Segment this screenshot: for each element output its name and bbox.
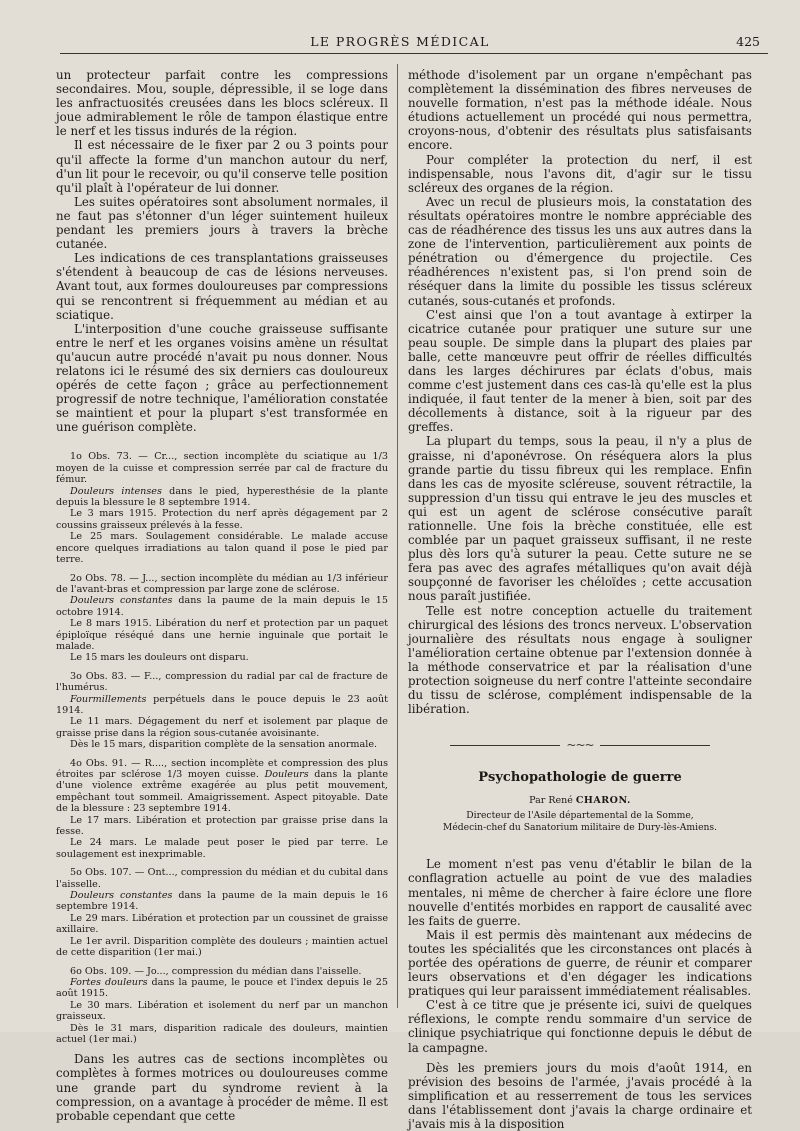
paragraph: Dès les premiers jours du mois d'août 1914, en prévision des besoins de l'armée, j'avais procédé à la simplification et au resserrement de tous les services dans l'établissement dont j'avais la charge ordinaire et j'avais mis à la disposition (408, 1060, 752, 1131)
case-note-3: 3o Obs. 83. — F..., compression du radial par cal de fracture de l'humérus. Fourmillements perpétuels dans le pouce depuis le 23 août 1914. Le 11 mars. Dégagement du nerf et isolement par plaque de graisse prise dans la région sous-cutanée avoisinante. Dès le 15 mars, disparition complète de la sensation anormale. (56, 670, 388, 751)
right-column (408, 68, 752, 1131)
paragraph: Telle est notre conception actuelle du traitement chirurgical des lésions des troncs nerveux. L'observation journalière des résultats nous engage à souligner l'amélioration certaine obtenue par l'extension donnée à la méthode conservatrice et par la réalisation d'une protection soigneuse du nerf contre l'atteinte secondaire du tissu de sclérose, complément indispensable de la libération. (408, 603, 752, 717)
paragraph: Pour compléter la protection du nerf, il est indispensable, nous l'avons dit, d'agir sur le tissu scléreux des organes de la région. (408, 152, 752, 195)
running-header (40, 34, 760, 50)
case-note-6: 6o Obs. 109. — Jo..., compression du médian dans l'aisselle. Fortes douleurs dans la paume, le pouce et l'index depuis le 25 août 1915. Le 30 mars. Libération et isolement du nerf par un manchon graisseux. Dès le 31 mars, disparition radicale des douleurs, maintien actuel (1er mai.) (56, 965, 388, 1045)
paragraph: Les indications de ces transplantations graisseuses s'étendent à beaucoup de cas de lésions nerveuses. Avant tout, aux formes douloureuses par compressions qui se rencontrent si fréquemment au médian et au sciatique. (56, 251, 388, 322)
paragraph: Mais il est permis dès maintenant aux médecins de toutes les spécialités que les circonstances ont placés à portée des opérations de guerre, de réunir et comparer leurs observations et d'en dégager les indications pratiques qui leur paraissent immédiatement réalisables. (408, 927, 752, 999)
case-note-2: 2o Obs. 78. — J..., section incomplète du médian au 1/3 inférieur de l'avant-bras et compression par large zone de sclérose. Douleurs constantes dans la paume de la main depuis le 15 octobre 1914. Le 8 mars 1915. Libération du nerf et protection par un paquet épiploïque réséqué dans une hernie inguinale que portait le malade. Le 15 mars les douleurs ont disparu. (56, 572, 388, 664)
paragraph: C'est à ce titre que je présente ici, suivi de quelques réflexions, le compte rendu sommaire d'un service de clinique psychiatrique qui fonctionne depuis le début de la campagne. (408, 998, 752, 1055)
header-rule (60, 53, 768, 54)
paragraph: méthode d'isolement par un organe n'empêchant pas complètement la dissémination des fibres nerveuses de nouvelle formation, n'est pas la méthode idéale. Nous étudions actuellement un procédé qui nous permettra, croyons-nous, d'obtenir des résultats plus satisfaisants encore. (408, 68, 752, 153)
paragraph: Dans les autres cas de sections incomplètes ou complètes à formes motrices ou douloureuses comme une grande part du syndrome revient à la compression, on a avantage à procéder de même. Il est probable cependant que cette (56, 1052, 388, 1123)
author-affiliation: Directeur de l'Asile départemental de la Somme, Médecin-chef du Sanatorium militaire de Dury-lès-Amiens. (442, 810, 718, 834)
paragraph: C'est ainsi que l'on a tout avantage à extirper la cicatrice cutanée pour pratiquer une suture sur une peau souple. De simple dans la plupart des plaies par balle, cette manœuvre peut offrir de réelles difficultés dans les larges déchirures par éclats d'obus, mais comme c'est justement dans ces cas-là qu'elle est la plus indiquée, il faut tenter de la mener à bien, soit par des décollements à distance, soit à la rigueur par des greffes. (408, 307, 752, 435)
author-name: CHARON. (575, 795, 631, 807)
paragraph: La plupart du temps, sous la peau, il n'y a plus de graisse, ni d'aponévrose. On réséquera alors la plus grande partie du tissu fibreux qui les remplace. Enfin dans les cas de myosite scléreuse, souvent rétractile, la suppression d'un tissu qui entrave le jeu des muscles et qui est un agent de sclérose consécutive paraît rationnelle. Une fois la brèche constituée, elle est comblée par un paquet graisseux suffisant, il ne reste plus dès lors qu'à suturer la peau. Cette suture ne se fera pas avec des agrafes métalliques qu'on avait déjà soupçonné de favoriser les chéloïdes ; cette accusation nous paraît justifiée. (408, 434, 752, 604)
article-byline: Par René CHARON. (529, 795, 631, 807)
page-number: 425 (736, 34, 760, 49)
paragraph: Les suites opératoires sont absolument normales, il ne faut pas s'étonner d'un léger suintement huileux pendant les premiers jours à travers la brèche cutanée. (56, 194, 388, 252)
case-note-5: 5o Obs. 107. — Ont..., compression du médian et du cubital dans l'aisselle. Douleurs constantes dans la paume de la main depuis le 16 septembre 1914. Le 29 mars. Libération et protection par un coussinet de graisse axillaire. Le 1er avril. Disparition complète des douleurs ; maintien actuel de cette disparition (1er mai.) (56, 867, 388, 959)
left-column (56, 68, 388, 1123)
article-title: Psychopathologie de guerre (478, 770, 682, 786)
case-notes (56, 451, 388, 1045)
paragraph: un protecteur parfait contre les compressions secondaires. Mou, souple, dépressible, il se loge dans les anfractuosités creusées dans les blocs scléreux. Il joue admirablement le rôle de tampon élastique entre le nerf et les tissus indurés de la région. (56, 68, 388, 139)
paragraph: Il est nécessaire de le fixer par 2 ou 3 points pour qu'il affecte la forme d'un manchon autour du nerf, d'un lit pour le recevoir, ou qu'il conserve telle position qu'il plaît à l'opérateur de lui donner. (56, 138, 388, 195)
journal-title: LE PROGRÈS MÉDICAL (310, 34, 490, 49)
paragraph: Avec un recul de plusieurs mois, la constatation des résultats opératoires montre le nombre appréciable des cas de réadhérence des tissus les uns aux autres dans la zone de l'intervention, particulièrement aux points de pénétration ou d'émergence du projectile. Ces réadhérences n'existent pas, si l'on prend soin de réséquer dans la limite du possible les tissus scléreux cutanés, sous-cutanés et profonds. (408, 194, 752, 308)
case-note-4: 4o Obs. 91. — R...., section incomplète et compression des plus étroites par sclérose 1/3 moyen cuisse. Douleurs dans la plante d'une violence extrême exagérée au plus petit mouvement, empêchant tout sommeil. Amaigrissement. Aspect pitoyable. Date de la blessure : 23 septembre 1914. Le 17 mars. Libération et protection par graisse prise dans la fesse. Le 24 mars. Le malade peut poser le pied par terre. Le soulagement est inexprimable. (56, 757, 388, 860)
case-note-1: 1o Obs. 73. — Cr..., section incomplète du sciatique au 1/3 moyen de la cuisse et compression serrée par cal de fracture du fémur. Douleurs intenses dans le pied, hyperesthésie de la plante depuis la blessure le 8 septembre 1914. Le 3 mars 1915. Protection du nerf après dégagement par 2 coussins graisseux prélevés à la fesse. Le 25 mars. Soulagement considérable. Le malade accuse encore quelques irradiations au talon quand il pose le pied par terre. (56, 451, 388, 566)
paragraph: Le moment n'est pas venu d'établir le bilan de la conflagration actuelle au point de vue des maladies mentales, ni même de chercher à faire éclore une flore nouvelle d'entités morbides en rapport de causalité avec les faits de guerre. (408, 857, 752, 928)
section-ornament: ~~~ (408, 738, 752, 752)
column-divider (397, 64, 398, 1008)
paragraph: L'interposition d'une couche graisseuse suffisante entre le nerf et les organes voisins amène un résultat qu'aucun autre procédé n'avait pu nous donner. Nous relatons ici le résumé des six derniers cas douloureux opérés de cette façon ; grâce au perfectionnement progressif de notre technique, l'amélioration constatée se maintient et pour la plupart s'est transformée en une guérison complète. (56, 321, 388, 435)
